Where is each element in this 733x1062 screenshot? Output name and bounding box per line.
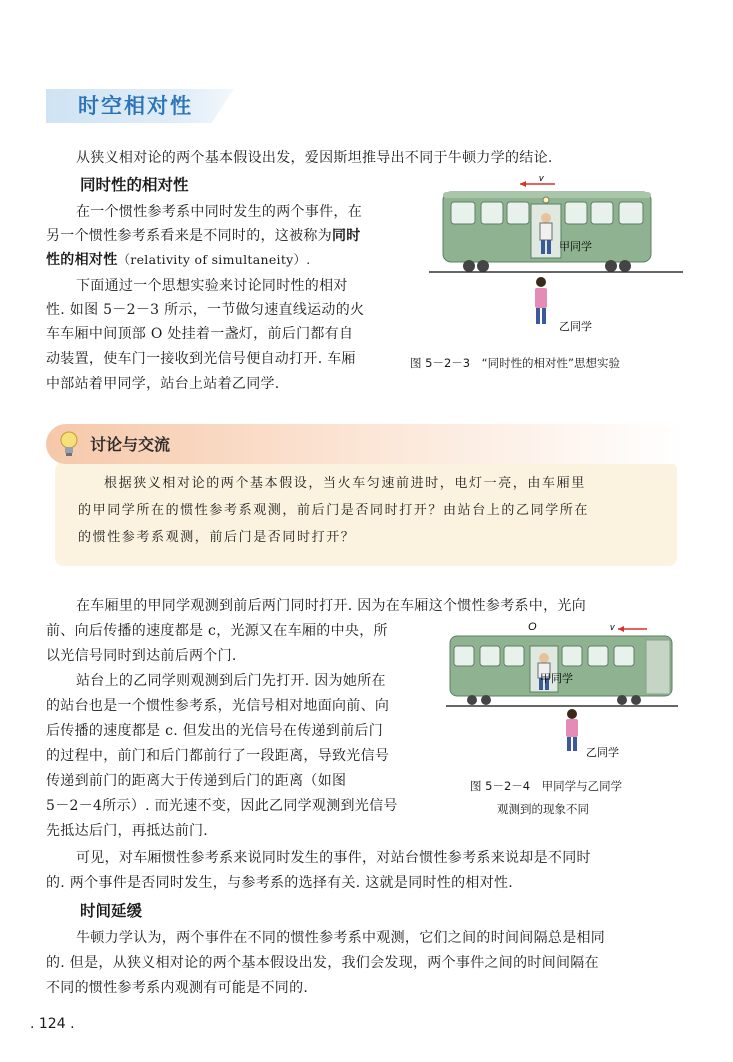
velocity-arrowhead bbox=[520, 181, 526, 187]
student-yi-leg bbox=[536, 308, 540, 324]
wheel-icon bbox=[619, 260, 631, 272]
discussion-title: 讨论与交流 bbox=[90, 435, 171, 454]
lamp-icon bbox=[543, 197, 549, 203]
subsection-heading-simultaneity: 同时性的相对性 bbox=[80, 176, 189, 194]
student-yi-leg bbox=[567, 737, 571, 751]
student-jia-leg bbox=[547, 240, 551, 254]
wheel-icon bbox=[467, 695, 477, 705]
discussion-line: 的惯性参考系观测，前后门是否同时打开？ bbox=[78, 530, 356, 545]
text-line: 牛顿力学认为，两个事件在不同的惯性参考系中观测，它们之间的时间间隔总是相同 bbox=[76, 930, 606, 946]
origin-label: O bbox=[528, 621, 537, 633]
discussion-line: 的甲同学所在的惯性参考系观测，前后门是否同时打开？由站台上的乙同学所在 bbox=[78, 503, 590, 518]
text-line: 可见，对车厢惯性参考系来说同时发生的事件，对站台惯性参考系来说却是不同时 bbox=[76, 850, 591, 866]
text-line: 性的相对性（relativity of simultaneity）. bbox=[46, 252, 311, 268]
train-window bbox=[481, 202, 503, 224]
wheel-icon bbox=[605, 260, 617, 272]
text-line: 性. 如图 5－2－3 所示，一节做匀速直线运动的火 bbox=[46, 302, 365, 318]
text-line: 的过程中，前门和后门都前行了一段距离，导致光信号 bbox=[46, 748, 390, 764]
train-window bbox=[588, 646, 608, 666]
train-window bbox=[562, 646, 582, 666]
student-jia-leg bbox=[541, 240, 545, 254]
student-yi-figure bbox=[536, 277, 546, 287]
velocity-arrowhead bbox=[618, 626, 624, 632]
student-yi-leg bbox=[573, 737, 577, 751]
text-line: 以光信号同时到达前后两个门. bbox=[46, 648, 237, 664]
train-window bbox=[507, 202, 529, 224]
text-line: 另一个惯性参考系看来是不同时的，这被称为同时 bbox=[46, 228, 361, 244]
train-window bbox=[451, 202, 475, 224]
train-window bbox=[454, 646, 474, 666]
train-window bbox=[614, 646, 634, 666]
text-line: 5－2－4所示）. 而光速不变，因此乙同学观测到光信号 bbox=[46, 798, 398, 814]
figure-caption-5-2-4: 图 5－2－4 甲同学与乙同学 bbox=[470, 779, 623, 793]
page-number: . 124 . bbox=[30, 1016, 75, 1032]
train-window bbox=[480, 646, 500, 666]
student-yi-body bbox=[535, 288, 547, 308]
wheel-icon bbox=[481, 695, 491, 705]
student-yi-body bbox=[566, 719, 578, 737]
text-line: 先抵达后门，再抵达前门. bbox=[46, 823, 209, 839]
text-line: 的. 但是，从狭义相对论的两个基本假设出发，我们会发现，两个事件之间的时间间隔在 bbox=[46, 955, 599, 971]
front-door-shifted bbox=[646, 640, 670, 694]
section-title: 时空相对性 bbox=[78, 94, 193, 118]
wheel-icon bbox=[631, 695, 641, 705]
wheel-icon bbox=[617, 695, 627, 705]
label-yi: 乙同学 bbox=[586, 747, 619, 759]
text-line: 的. 两个事件是否同时发生，与参考系的选择有关. 这就是同时性的相对性. bbox=[46, 875, 514, 891]
intro-paragraph: 从狭义相对论的两个基本假设出发，爱因斯坦推导出不同于牛顿力学的结论. bbox=[76, 150, 553, 166]
text-line: 下面通过一个思想实验来讨论同时性的相对 bbox=[76, 278, 348, 294]
train-window bbox=[591, 202, 613, 224]
text-line: 车车厢中间顶部 O 处挂着一盏灯，前后门都有自 bbox=[46, 326, 354, 342]
train-window bbox=[619, 202, 643, 224]
text-line: 的站台也是一个惯性参考系，光信号相对地面向前、向 bbox=[46, 698, 390, 714]
text-line: 传递到前门的距离大于传递到后门的距离（如图 bbox=[46, 773, 347, 789]
label-yi: 乙同学 bbox=[559, 321, 592, 333]
student-jia-figure bbox=[539, 653, 549, 663]
text-line: 动装置，使车门一接收到光信号便自动打开. 车厢 bbox=[46, 351, 356, 367]
student-yi-leg bbox=[542, 308, 546, 324]
figure-caption-5-2-4-line2: 观测到的现象不同 bbox=[497, 802, 589, 816]
text-line: 在一个惯性参考系中同时发生的两个事件，在 bbox=[76, 204, 362, 220]
text-line: 前、向后传播的速度都是 c，光源又在车厢的中央，所 bbox=[46, 623, 388, 639]
lightbulb-icon bbox=[58, 430, 80, 458]
text-line: 站台上的乙同学则观测到后门先打开. 因为她所在 bbox=[76, 673, 386, 689]
text-line: 后传播的速度都是 c. 但发出的光信号在传递到前后门 bbox=[46, 723, 383, 739]
train-window bbox=[565, 202, 587, 224]
label-jia: 甲同学 bbox=[559, 241, 592, 253]
figure-caption-5-2-3: 图 5－2－3 “同时性的相对性”思想实验 bbox=[410, 356, 621, 370]
label-jia: 甲同学 bbox=[540, 673, 573, 685]
velocity-label: v bbox=[610, 622, 615, 632]
student-jia-figure bbox=[541, 213, 551, 223]
text-line: 不同的惯性参考系内观测有可能是不同的. bbox=[46, 980, 309, 996]
subsection-heading-time-dilation: 时间延缓 bbox=[80, 902, 143, 920]
velocity-label: v bbox=[539, 173, 544, 183]
figure-5-2-4 bbox=[442, 618, 682, 766]
figure-5-2-3 bbox=[425, 172, 690, 350]
wheel-icon bbox=[477, 260, 489, 272]
student-jia-body bbox=[540, 223, 552, 240]
text-line: 在车厢里的甲同学观测到前后两门同时打开. 因为在车厢这个惯性参考系中，光向 bbox=[76, 598, 586, 614]
discussion-line: 根据狭义相对论的两个基本假设，当火车匀速前进时，电灯一亮，由车厢里 bbox=[104, 476, 586, 491]
student-yi-figure bbox=[567, 709, 577, 719]
text-line: 中部站着甲同学，站台上站着乙同学. bbox=[46, 376, 280, 392]
wheel-icon bbox=[463, 260, 475, 272]
train-window bbox=[504, 646, 524, 666]
